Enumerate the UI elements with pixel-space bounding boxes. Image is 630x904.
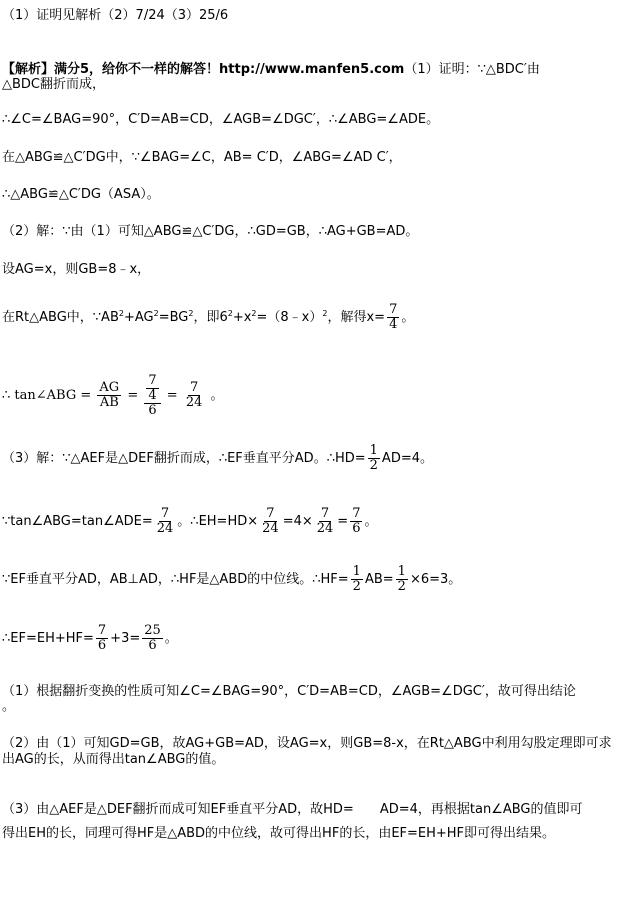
p2c-text: =BG bbox=[158, 310, 189, 325]
p3d-text: +3= bbox=[110, 631, 141, 646]
fraction bbox=[368, 444, 380, 473]
part3-line-a bbox=[2, 443, 433, 475]
equals-sign: = bbox=[166, 388, 178, 403]
fraction-denominator: 6 bbox=[148, 402, 157, 418]
p3a-text: AD=4。 bbox=[381, 451, 433, 466]
part3-line-c bbox=[2, 564, 461, 596]
fraction-denominator: 24 bbox=[316, 521, 334, 536]
exponent: 2 bbox=[188, 309, 194, 318]
p2c-text: +x bbox=[232, 310, 252, 325]
note2-line-a: （2）由（1）可知GD=GB，故AG+GB=AD，设AG=x，则GB=8-x，在Rt△ABG中利用勾股定理即可求 bbox=[2, 736, 612, 751]
note3-line-a: （3）由△AEF是△DEF翻折而成可知EF垂直平分AD，故HD= AD=4，再根据tan∠ABG的值即可 bbox=[2, 802, 583, 817]
fraction-denominator: 24 bbox=[185, 395, 203, 410]
fraction-denominator: 2 bbox=[369, 458, 378, 473]
p3b-text: = bbox=[337, 514, 349, 529]
tan-label: tan∠ABG = bbox=[14, 388, 92, 403]
part2-pythagoras-line bbox=[2, 303, 414, 333]
p3c-text: ×6=3。 bbox=[409, 572, 462, 587]
fraction-denominator: 2 bbox=[397, 579, 406, 594]
part1-line-a: （1）证明：∵△BDC′由 bbox=[404, 62, 540, 77]
exponent: 2 bbox=[118, 309, 124, 318]
part1-line-b: △BDC翻折而成， bbox=[2, 77, 106, 92]
part2-line-b: 设AG=x，则GB=8﹣x， bbox=[2, 262, 151, 277]
fraction bbox=[351, 565, 363, 594]
note2-line-b: 出AG的长，从而得出tan∠ABG的值。 bbox=[2, 752, 225, 767]
p3c-text: AB= bbox=[364, 572, 394, 587]
fraction bbox=[315, 507, 336, 536]
analysis-tag: 【解析】满分5，给你不一样的解答！http://www.manfen5.com bbox=[2, 62, 405, 77]
fraction bbox=[155, 507, 176, 536]
p3b-text: 。∴EH=HD× bbox=[177, 514, 259, 529]
exponent: 2 bbox=[153, 309, 159, 318]
fraction bbox=[396, 565, 408, 594]
fraction-numerator: AG bbox=[99, 380, 120, 395]
exponent: 2 bbox=[251, 309, 257, 318]
part1-line-d: 在△ABG≌△C′DG中，∵∠BAG=∠C，AB= C′D，∠ABG=∠AD C′， bbox=[2, 150, 402, 165]
p3b-text: ∵tan∠ABG=tan∠ADE= bbox=[2, 514, 153, 529]
tan-end: 。 bbox=[210, 388, 224, 403]
analysis-header bbox=[2, 62, 540, 78]
fraction-denominator: 6 bbox=[352, 521, 361, 536]
exponent: 2 bbox=[227, 309, 233, 318]
fraction bbox=[96, 624, 108, 653]
fraction bbox=[387, 303, 399, 332]
exponent: 2 bbox=[322, 309, 328, 318]
p3a-text: （3）解：∵△AEF是△DEF翻折而成，∴EF垂直平分AD。∴HD= bbox=[2, 451, 366, 466]
fraction-numerator: 7 bbox=[148, 372, 157, 388]
p2c-text: 。 bbox=[401, 310, 415, 325]
p2c-text: 在Rt△ABG中，∵AB bbox=[2, 310, 119, 325]
fraction-numerator: 7 bbox=[97, 623, 107, 638]
fraction-numerator: 7 bbox=[266, 506, 275, 521]
answer-summary: （1）证明见解析（2）7/24（3）25/6 bbox=[2, 8, 229, 23]
fraction-denominator: 6 bbox=[148, 638, 157, 653]
therefore-symbol: ∴ bbox=[2, 388, 11, 403]
fraction-numerator bbox=[144, 374, 160, 404]
equals-sign: = bbox=[127, 388, 139, 403]
fraction-numerator: 1 bbox=[369, 443, 378, 458]
p2c-text: ，即6 bbox=[193, 310, 228, 325]
p3d-text: 。 bbox=[164, 631, 178, 646]
fraction-denominator: 24 bbox=[262, 521, 279, 536]
part3-line-d bbox=[2, 623, 178, 655]
fraction bbox=[142, 624, 163, 653]
fraction-numerator: 7 bbox=[160, 506, 170, 521]
fraction-denominator: 4 bbox=[389, 317, 398, 332]
p3b-text: 。 bbox=[364, 514, 378, 529]
fraction-denominator: 2 bbox=[352, 579, 361, 594]
fraction-denominator: 24 bbox=[156, 521, 174, 536]
fraction-numerator: 7 bbox=[189, 380, 199, 395]
compound-fraction bbox=[144, 374, 160, 418]
fraction-denominator: 4 bbox=[148, 387, 157, 403]
fraction-denominator: 6 bbox=[97, 638, 107, 653]
fraction bbox=[350, 507, 362, 536]
p2c-text: ，解得x= bbox=[327, 310, 386, 325]
fraction-numerator: 1 bbox=[352, 564, 361, 579]
note1-line-b: 。 bbox=[2, 699, 16, 714]
part3-line-b bbox=[2, 506, 378, 538]
fraction-denominator: AB bbox=[99, 395, 119, 410]
fraction bbox=[97, 381, 121, 410]
fraction-numerator: 7 bbox=[389, 302, 398, 317]
fraction bbox=[260, 507, 281, 536]
note3-line-b: 得出EH的长，同理可得HF是△ABD的中位线，故可得出HF的长，由EF=EH+HF即可得出结果。 bbox=[2, 826, 556, 841]
tan-abg-line bbox=[2, 366, 224, 426]
p2c-text: =（8﹣x） bbox=[256, 310, 323, 325]
part1-line-e: ∴△ABG≌△C′DG（ASA）。 bbox=[2, 187, 160, 202]
fraction-numerator: 7 bbox=[352, 506, 361, 521]
fraction-numerator: 7 bbox=[320, 506, 330, 521]
part2-line-a: （2）解：∵由（1）可知△ABG≌△C′DG，∴GD=GB，∴AG+GB=AD。 bbox=[2, 224, 419, 239]
p3c-text: ∵EF垂直平分AD，AB⊥AD，∴HF是△ABD的中位线。∴HF= bbox=[2, 572, 349, 587]
part1-line-c: ∴∠C=∠BAG=90°，C′D=AB=CD，∠AGB=∠DGC′，∴∠ABG=∠ADE。 bbox=[2, 112, 440, 127]
fraction bbox=[146, 374, 158, 403]
p2c-text: +AG bbox=[123, 310, 154, 325]
fraction bbox=[184, 381, 205, 410]
fraction-numerator: 1 bbox=[397, 564, 406, 579]
note1-line-a: （1）根据翻折变换的性质可知∠C=∠BAG=90°，C′D=AB=CD，∠AGB=∠DGC′，故可得出结论 bbox=[2, 684, 576, 699]
p3d-text: ∴EF=EH+HF= bbox=[2, 631, 94, 646]
p3b-text: =4× bbox=[282, 514, 313, 529]
fraction-numerator: 25 bbox=[144, 623, 161, 638]
